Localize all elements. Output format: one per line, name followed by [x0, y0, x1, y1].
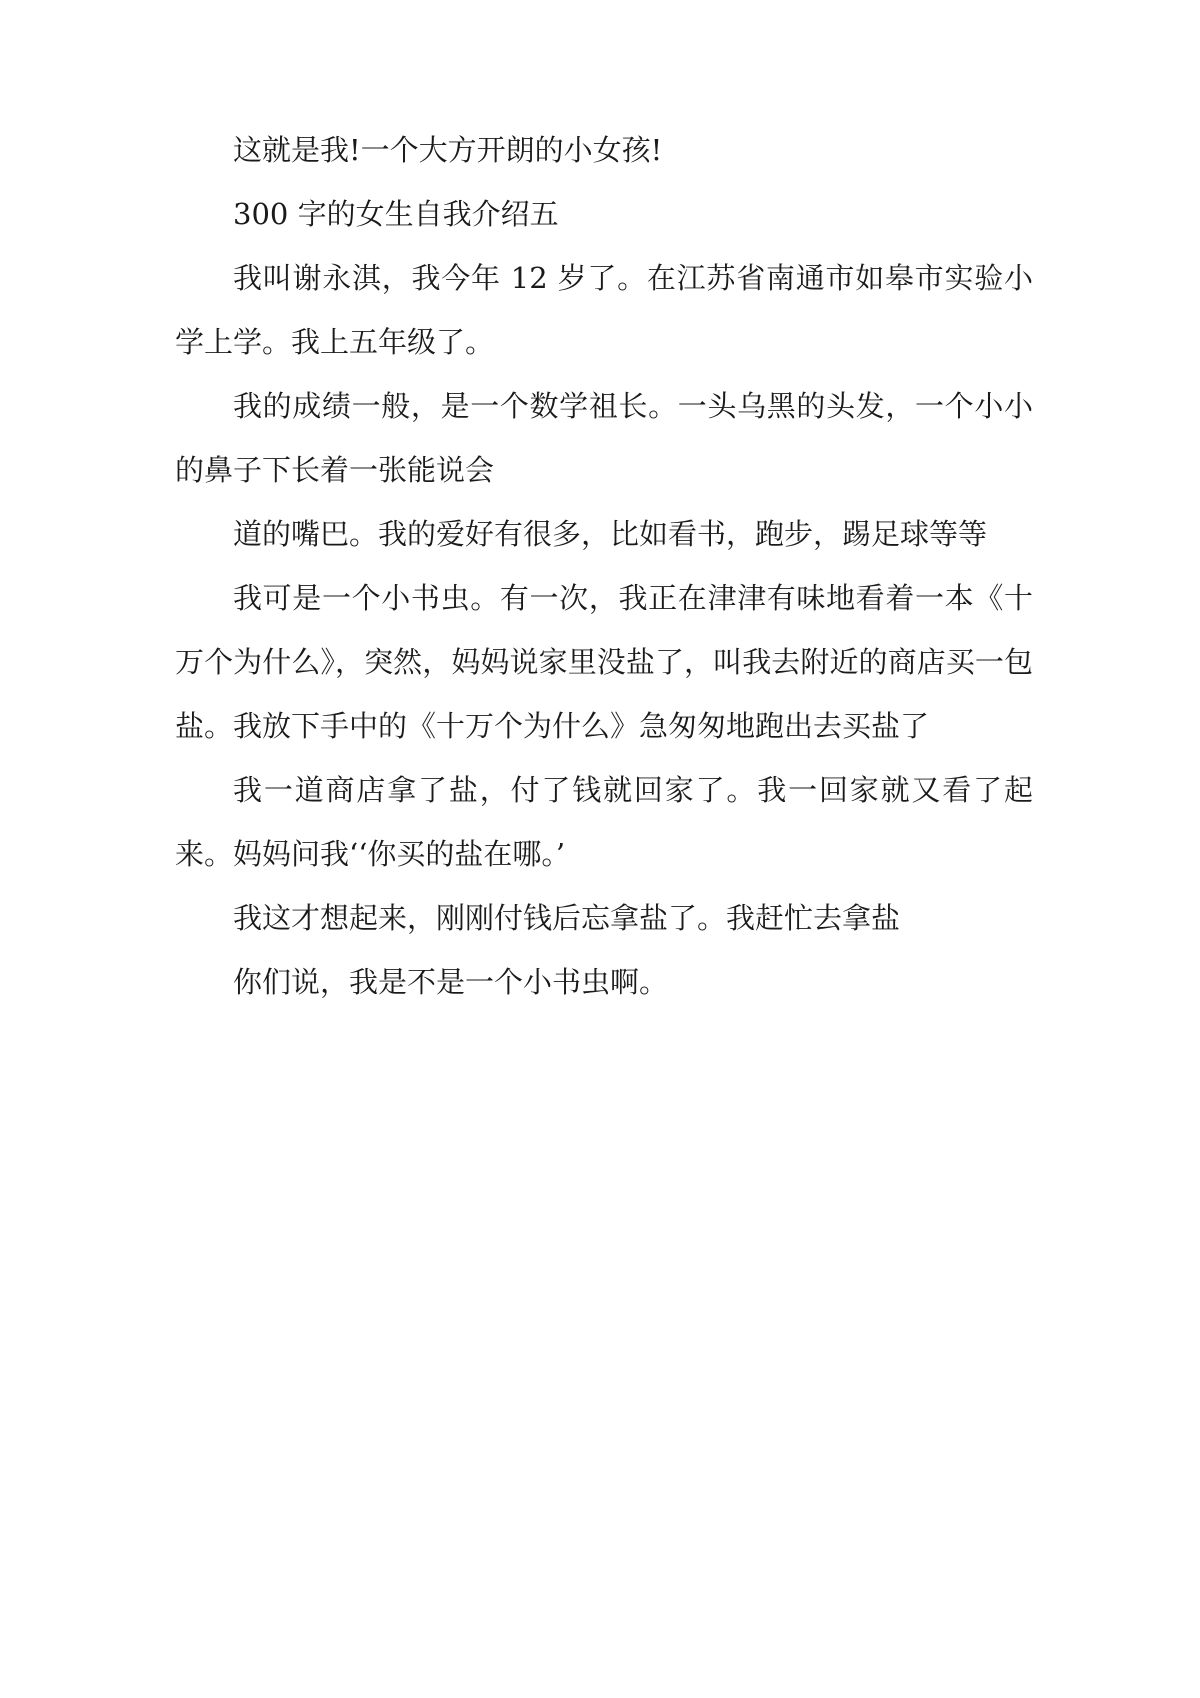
paragraph: 我可是一个小书虫。有一次，我正在津津有味地看着一本《十万个为什么》，突然，妈妈说家里没盐了，叫我去附近的商店买一包盐。我放下手中的《十万个为什么》急匆匆地跑出去买盐了 — [175, 581, 1033, 743]
paragraph: 我的成绩一般，是一个数学祖长。一头乌黑的头发，一个小小的鼻子下长着一张能说会 — [175, 389, 1033, 487]
document-body — [175, 118, 1033, 1014]
section-heading: 300 字的女生自我介绍五 — [233, 197, 559, 231]
paragraph: 你们说，我是不是一个小书虫啊。 — [233, 965, 669, 999]
paragraph: 我叫谢永淇，我今年 12 岁了。在江苏省南通市如皋市实验小学上学。我上五年级了。 — [175, 261, 1033, 359]
paragraph: 这就是我!一个大方开朗的小女孩! — [233, 133, 663, 167]
paragraph: 我这才想起来，刚刚付钱后忘拿盐了。我赶忙去拿盐 — [233, 901, 901, 935]
paragraph: 道的嘴巴。我的爱好有很多，比如看书，跑步，踢足球等等 — [233, 517, 988, 551]
paragraph: 我一道商店拿了盐，付了钱就回家了。我一回家就又看了起来。妈妈问我‘‘你买的盐在哪。’ — [175, 773, 1033, 871]
